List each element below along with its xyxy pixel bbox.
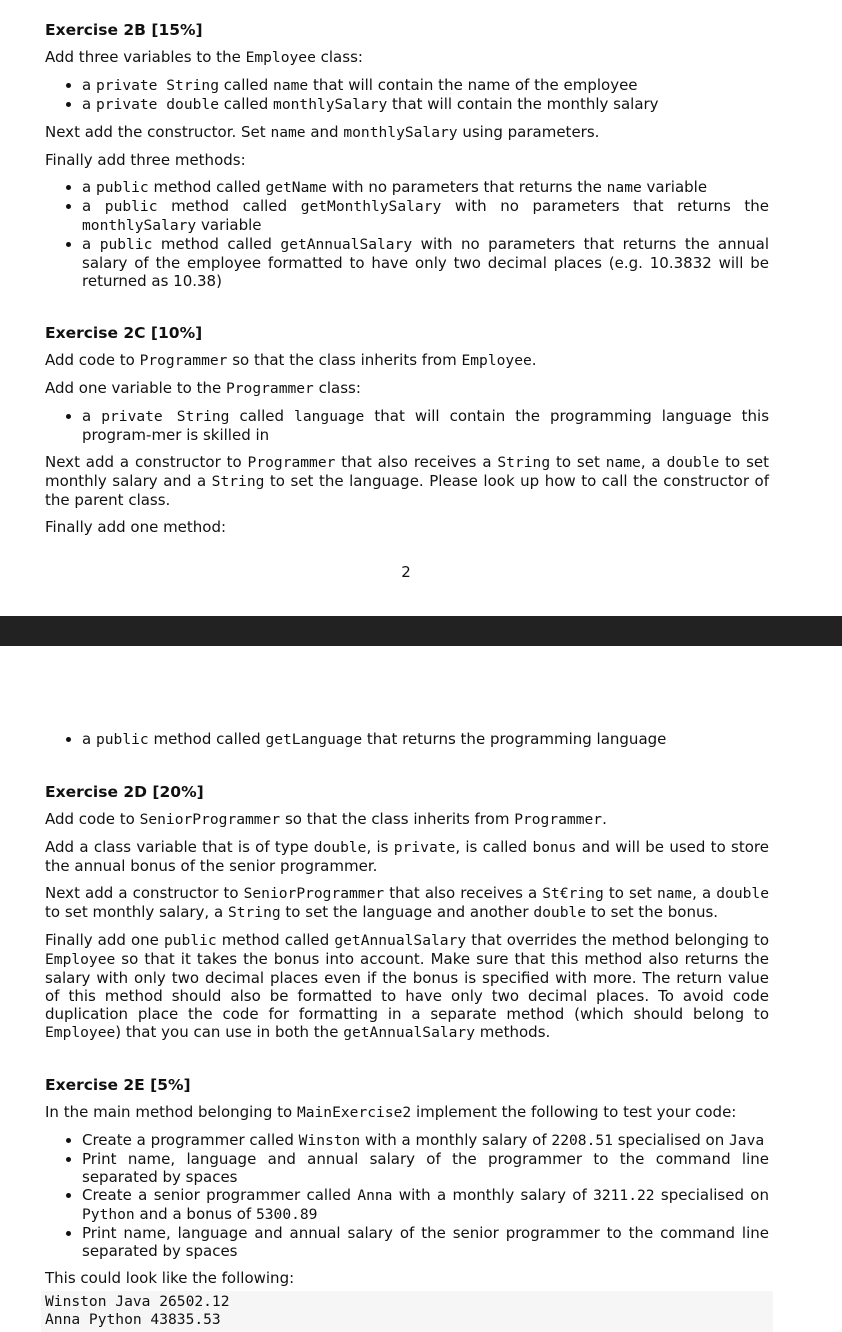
bullet-list bbox=[45, 407, 769, 444]
text-segment: that will contain the programming language this program-mer is skilled in bbox=[82, 407, 770, 444]
code-term: Employee bbox=[245, 49, 316, 66]
text-segment: to set the bonus. bbox=[586, 903, 719, 921]
paragraph bbox=[45, 1103, 769, 1122]
text-segment: Add one variable to the bbox=[45, 379, 226, 397]
list-item bbox=[82, 1224, 769, 1260]
list-item bbox=[82, 178, 769, 197]
exercise-2b-title: Exercise 2B [15%] bbox=[45, 21, 203, 39]
code-term: Python bbox=[82, 1206, 135, 1223]
code-term: language bbox=[294, 408, 365, 425]
code-term: name bbox=[605, 454, 641, 471]
text-segment: with no parameters that returns the bbox=[326, 178, 607, 196]
text-segment: a bbox=[82, 407, 102, 425]
code-line: Winston Java 26502.12 bbox=[45, 1293, 230, 1310]
code-term: MainExercise2 bbox=[296, 1104, 412, 1121]
text-segment: a bbox=[82, 95, 96, 113]
code-term: getName bbox=[265, 179, 327, 196]
paragraph bbox=[45, 48, 769, 67]
code-term: bonus bbox=[532, 839, 577, 856]
page-number: 2 bbox=[401, 563, 411, 581]
text-segment: so that it takes the bonus into account. Make sure that this method also returns the salary with only two decimal places even if the bonus is specified with more. The return value of this method should also be formatted to have only two decimal places. To avoid code duplication place the code for formatting in a separate method (which should belong to bbox=[45, 950, 769, 1023]
page-3-content bbox=[45, 730, 769, 1332]
text-segment: and will be used to store the annual bonus of the senior programmer. bbox=[45, 838, 769, 875]
code-term: Employee bbox=[461, 352, 532, 369]
text-segment: ) that you can use in both the bbox=[115, 1023, 344, 1041]
list-item bbox=[82, 235, 769, 290]
paragraph bbox=[45, 453, 769, 509]
code-term: getMonthlySalary bbox=[300, 198, 442, 215]
text-segment: method called bbox=[157, 197, 301, 215]
text-segment: that also receives a bbox=[335, 453, 498, 471]
text-segment: , is bbox=[366, 838, 394, 856]
code-term: Employee bbox=[45, 1024, 116, 1041]
code-term: Programmer bbox=[225, 380, 314, 397]
paragraph bbox=[45, 931, 769, 1042]
list-item bbox=[82, 1186, 769, 1224]
text-segment: and bbox=[305, 123, 344, 141]
code-term: public bbox=[163, 932, 217, 949]
page-2-content bbox=[45, 20, 769, 545]
text-segment: and a bonus of bbox=[134, 1205, 256, 1223]
text-segment: Next add a constructor to bbox=[45, 453, 248, 471]
text-segment: implement the following to test your code: bbox=[411, 1103, 737, 1121]
code-term: public bbox=[95, 731, 149, 748]
text-segment: Finally add one bbox=[45, 931, 164, 949]
text-segment: to set bbox=[550, 453, 606, 471]
text-segment: to set bbox=[603, 884, 657, 902]
code-term: public bbox=[95, 179, 149, 196]
code-line: Anna Python 43835.53 bbox=[45, 1311, 221, 1328]
bullet-list bbox=[45, 178, 769, 290]
text-segment: Print name, language and annual salary of the programmer to the command line separated by spaces bbox=[82, 1150, 769, 1186]
text-segment: with no parameters that returns the bbox=[441, 197, 769, 215]
text-segment: Create a senior programmer called bbox=[82, 1186, 358, 1204]
code-term: private String bbox=[101, 408, 230, 425]
list-item bbox=[82, 1150, 769, 1186]
text-segment: that returns the programming language bbox=[362, 730, 667, 748]
text-segment: , a bbox=[640, 453, 667, 471]
text-segment: . bbox=[602, 810, 607, 828]
text-segment: that will contain the name of the employee bbox=[308, 76, 638, 94]
code-term: String bbox=[211, 473, 265, 490]
list-item bbox=[82, 197, 769, 235]
text-segment: method called bbox=[152, 235, 281, 253]
code-term: monthlySalary bbox=[273, 96, 388, 113]
text-segment: methods. bbox=[475, 1023, 551, 1041]
code-term: Programmer bbox=[247, 454, 336, 471]
text-segment: variable bbox=[196, 216, 262, 234]
code-term: Employee bbox=[45, 951, 116, 968]
text-segment: . bbox=[531, 351, 537, 369]
code-term: name bbox=[657, 885, 693, 902]
text-segment: Add three variables to the bbox=[45, 48, 246, 66]
text-segment: with a monthly salary of bbox=[392, 1186, 594, 1204]
code-term: 2208.51 bbox=[551, 1132, 613, 1149]
bullet-list bbox=[45, 1131, 769, 1260]
text-segment: Print name, language and annual salary of the senior programmer to the command line separated by spaces bbox=[82, 1224, 769, 1260]
paragraph bbox=[45, 379, 769, 398]
text-segment: to set monthly salary, a bbox=[45, 903, 228, 921]
text-segment: a bbox=[82, 730, 96, 748]
code-term: getAnnualSalary bbox=[343, 1024, 475, 1041]
text-segment: so that the class inherits from bbox=[227, 351, 462, 369]
text-segment: method called bbox=[148, 178, 266, 196]
code-term: private bbox=[393, 839, 456, 856]
code-term: getLanguage bbox=[265, 731, 363, 748]
bullet-list bbox=[45, 76, 769, 114]
bullet-list bbox=[45, 730, 769, 749]
code-term: name bbox=[606, 179, 642, 196]
text-segment: Add code to bbox=[45, 351, 140, 369]
text-segment: a bbox=[82, 178, 96, 196]
code-term: Java bbox=[729, 1132, 765, 1149]
code-term: double bbox=[533, 904, 587, 921]
text-segment: Add a class variable that is of type bbox=[45, 838, 314, 856]
text-segment: that also receives a bbox=[384, 884, 543, 902]
text-segment: a bbox=[82, 76, 96, 94]
text-segment: variable bbox=[641, 178, 708, 196]
text-segment: method called bbox=[148, 730, 266, 748]
list-item bbox=[82, 407, 769, 444]
code-term: double bbox=[666, 454, 720, 471]
text-segment: specialised on bbox=[612, 1131, 729, 1149]
code-term: monthlySalary bbox=[82, 217, 197, 234]
code-term: monthlySalary bbox=[343, 124, 458, 141]
code-term: name bbox=[273, 77, 309, 94]
code-term: double bbox=[716, 885, 769, 902]
text-segment: with a monthly salary of bbox=[360, 1131, 552, 1149]
code-term: SeniorProgrammer bbox=[139, 811, 281, 828]
code-term: Winston bbox=[298, 1132, 361, 1149]
text-segment: that will contain the monthly salary bbox=[387, 95, 659, 113]
text-segment: called bbox=[229, 407, 295, 425]
paragraph: Finally add three methods: bbox=[45, 151, 246, 169]
code-term: String bbox=[227, 904, 281, 921]
code-term: Anna bbox=[357, 1187, 393, 1204]
text-segment: , a bbox=[692, 884, 717, 902]
text-segment: specialised on bbox=[654, 1186, 769, 1204]
text-segment: class: bbox=[313, 379, 361, 397]
text-segment: to set the language and another bbox=[280, 903, 534, 921]
paragraph bbox=[45, 810, 769, 829]
text-segment: a bbox=[82, 197, 105, 215]
code-term: Programmer bbox=[139, 352, 228, 369]
exercise-2d-title: Exercise 2D [20%] bbox=[45, 783, 204, 801]
code-term: SeniorProgrammer bbox=[243, 885, 385, 902]
code-term: private String bbox=[95, 77, 219, 94]
text-segment: In the main method belonging to bbox=[45, 1103, 297, 1121]
code-term: 3211.22 bbox=[593, 1187, 655, 1204]
code-term: St€ring bbox=[542, 885, 604, 902]
page-separator bbox=[0, 616, 842, 646]
code-term: Programmer bbox=[514, 811, 603, 828]
paragraph: Finally add one method: bbox=[45, 518, 227, 536]
exercise-2e-title: Exercise 2E [5%] bbox=[45, 1076, 191, 1094]
code-term: String bbox=[497, 454, 551, 471]
text-segment: called bbox=[218, 95, 274, 113]
list-item bbox=[82, 76, 769, 95]
code-term: public bbox=[99, 236, 153, 253]
text-segment: Next add the constructor. Set bbox=[45, 123, 271, 141]
code-term: name bbox=[270, 124, 306, 141]
text-segment: using parameters. bbox=[457, 123, 600, 141]
text-segment: Add code to bbox=[45, 810, 140, 828]
list-item bbox=[82, 1131, 769, 1150]
text-segment: with no parameters that returns the annual salary of the employee formatted to have only two decimal places (e.g. 10.3832 will be returned as 10.38) bbox=[82, 235, 770, 290]
text-segment: so that the class inherits from bbox=[280, 810, 515, 828]
text-segment: that overrides the method belonging to bbox=[466, 931, 769, 949]
code-term: public bbox=[104, 198, 158, 215]
code-term: getAnnualSalary bbox=[280, 236, 413, 253]
text-segment: class: bbox=[315, 48, 363, 66]
code-term: 5300.89 bbox=[255, 1206, 318, 1223]
paragraph: This could look like the following: bbox=[45, 1269, 295, 1287]
text-segment: Next add a constructor to bbox=[45, 884, 244, 902]
list-item bbox=[82, 730, 769, 749]
code-term: getAnnualSalary bbox=[334, 932, 467, 949]
text-segment: Create a programmer called bbox=[82, 1131, 299, 1149]
text-segment: method called bbox=[216, 931, 335, 949]
text-segment: , is called bbox=[455, 838, 533, 856]
paragraph bbox=[45, 838, 769, 875]
code-output-block bbox=[41, 1291, 773, 1332]
text-segment: to set monthly salary and a bbox=[45, 453, 769, 490]
text-segment: a bbox=[82, 235, 100, 253]
paragraph bbox=[45, 123, 769, 142]
paragraph bbox=[45, 351, 769, 370]
code-term: private double bbox=[95, 96, 219, 113]
text-segment: called bbox=[218, 76, 274, 94]
list-item bbox=[82, 95, 769, 114]
code-term: double bbox=[313, 839, 367, 856]
exercise-2c-title: Exercise 2C [10%] bbox=[45, 324, 203, 342]
text-segment: to set the language. Please look up how to call the constructor of the parent class. bbox=[45, 472, 769, 509]
paragraph bbox=[45, 884, 769, 922]
